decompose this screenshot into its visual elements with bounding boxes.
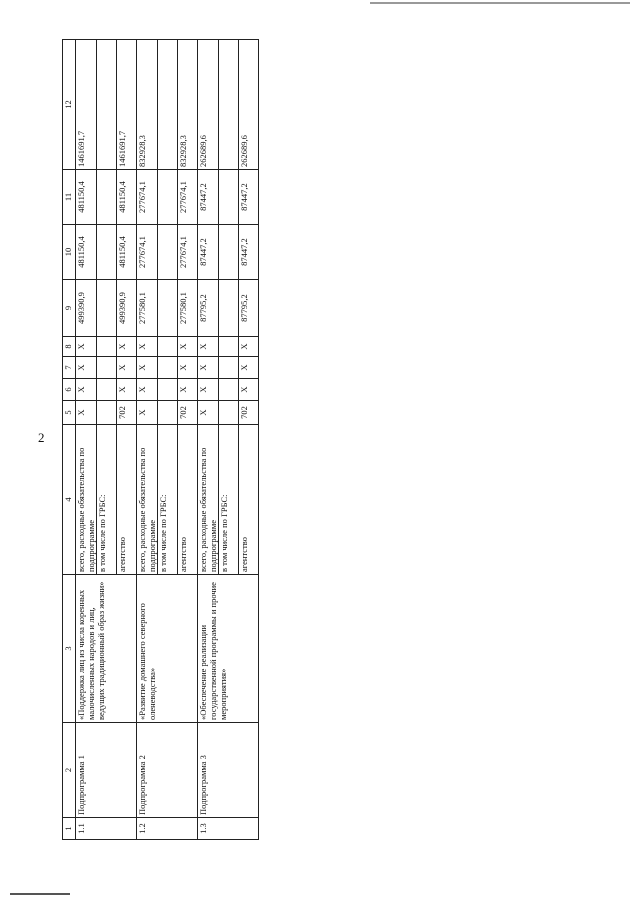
obligation-label: всего, расходные обязательства по подпрограмме: [76, 425, 97, 575]
value-cell: 481150,4: [76, 225, 97, 280]
value-cell: 481150,4: [117, 170, 137, 225]
header-cell: 8: [63, 337, 76, 357]
value-cell: 277674,1: [137, 170, 158, 225]
header-cell: 12: [63, 40, 76, 170]
code-cell: Х: [76, 357, 97, 379]
scan-edge-mark: [10, 893, 70, 895]
code-cell: Х: [239, 357, 259, 379]
value-cell: 277580,1: [178, 280, 198, 337]
page-number: 2: [38, 430, 45, 445]
grbs-label: в том числе по ГРБС:: [158, 425, 178, 575]
code-cell: Х: [178, 357, 198, 379]
rotated-table-container: [62, 40, 249, 840]
value-cell: 87795,2: [198, 280, 219, 337]
value-cell: 87447,2: [198, 170, 219, 225]
code-cell: Х: [117, 357, 137, 379]
code-cell: Х: [76, 401, 97, 425]
code-cell: 702: [178, 401, 198, 425]
header-cell: 7: [63, 357, 76, 379]
subprogram-name: Подпрограмма 3: [198, 723, 259, 818]
row-number: 1.2: [137, 818, 198, 840]
code-cell: Х: [117, 379, 137, 401]
obligation-label: всего, расходные обязательства по подпрограмме: [137, 425, 158, 575]
code-cell: 702: [239, 401, 259, 425]
value-cell: 481150,4: [76, 170, 97, 225]
total-cell: 832928,3: [137, 40, 158, 170]
grbs-label: в том числе по ГРБС:: [219, 425, 239, 575]
agency-label: агентство: [239, 425, 259, 575]
code-cell: Х: [198, 357, 219, 379]
value-cell: 481150,4: [117, 225, 137, 280]
agency-label: агентство: [178, 425, 198, 575]
code-cell: Х: [198, 379, 219, 401]
value-cell: 87447,2: [239, 225, 259, 280]
value-cell: 277674,1: [137, 225, 158, 280]
value-cell: 277674,1: [178, 170, 198, 225]
row-number: 1.1: [76, 818, 137, 840]
value-cell: 277580,1: [137, 280, 158, 337]
code-cell: Х: [137, 379, 158, 401]
value-cell: 499390,9: [117, 280, 137, 337]
code-cell: Х: [198, 401, 219, 425]
header-cell: 6: [63, 379, 76, 401]
code-cell: Х: [76, 337, 97, 357]
header-cell: 4: [63, 425, 76, 575]
total-cell: 1461691,7: [76, 40, 97, 170]
code-cell: Х: [178, 337, 198, 357]
subprogram-title: «Поддержка лиц из числа коренных малочисленных народов и лиц, ведущих традиционный образ жизни»: [76, 575, 137, 723]
code-cell: Х: [239, 337, 259, 357]
budget-table: [62, 39, 259, 840]
value-cell: 87795,2: [239, 280, 259, 337]
scan-edge-mark: [370, 2, 630, 4]
grbs-label: в том числе по ГРБС:: [97, 425, 117, 575]
code-cell: Х: [137, 401, 158, 425]
header-cell: 1: [63, 818, 76, 840]
code-cell: 702: [117, 401, 137, 425]
value-cell: 87447,2: [239, 170, 259, 225]
total-cell: 262689,6: [198, 40, 219, 170]
header-cell: 3: [63, 575, 76, 723]
agency-label: агентство: [117, 425, 137, 575]
code-cell: Х: [239, 379, 259, 401]
obligation-label: всего, расходные обязательства по подпрограмме: [198, 425, 219, 575]
total-cell: 262689,6: [239, 40, 259, 170]
value-cell: 499390,9: [76, 280, 97, 337]
subprogram-name: Подпрограмма 2: [137, 723, 198, 818]
table-row: [137, 40, 158, 840]
value-cell: 277674,1: [178, 225, 198, 280]
header-cell: 9: [63, 280, 76, 337]
value-cell: 87447,2: [198, 225, 219, 280]
subprogram-title: «Обеспечение реализации государственной программы и прочие мероприятия»: [198, 575, 259, 723]
subprogram-title: «Развитие домашнего северного оленеводства»: [137, 575, 198, 723]
table-row: [198, 40, 219, 840]
code-cell: Х: [178, 379, 198, 401]
header-row: [63, 40, 76, 840]
rotated-table-frame: [62, 40, 249, 840]
code-cell: Х: [117, 337, 137, 357]
header-cell: 10: [63, 225, 76, 280]
total-cell: 832928,3: [178, 40, 198, 170]
subprogram-name: Подпрограмма 1: [76, 723, 137, 818]
total-cell: 1461691,7: [117, 40, 137, 170]
header-cell: 11: [63, 170, 76, 225]
code-cell: Х: [137, 357, 158, 379]
row-number: 1.3: [198, 818, 259, 840]
code-cell: Х: [198, 337, 219, 357]
code-cell: Х: [76, 379, 97, 401]
code-cell: Х: [137, 337, 158, 357]
table-row: [76, 40, 97, 840]
header-cell: 2: [63, 723, 76, 818]
header-cell: 5: [63, 401, 76, 425]
